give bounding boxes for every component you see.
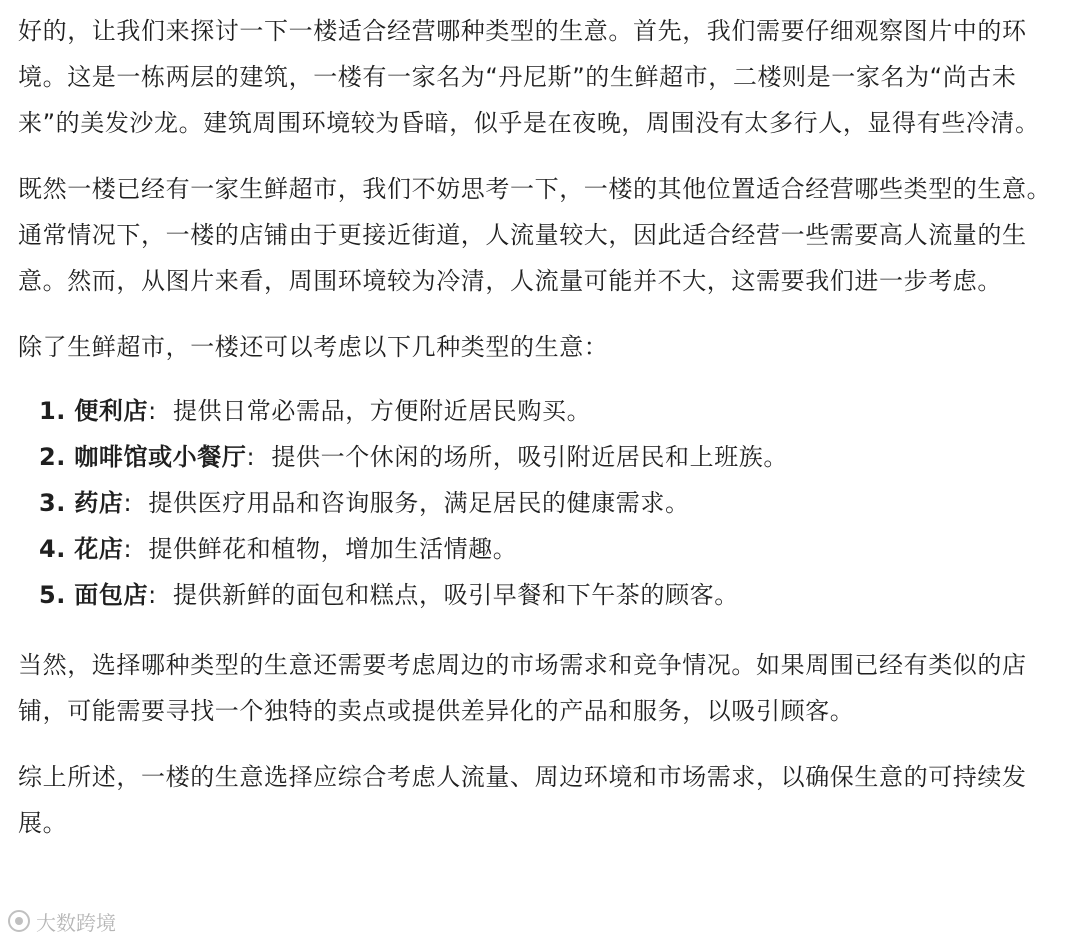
list-item-title: 便利店: [74, 397, 149, 425]
paragraph-analysis: 既然一楼已经有一家生鲜超市，我们不妨思考一下，一楼的其他位置适合经营哪些类型的生意。通常情况下，一楼的店铺由于更接近街道，人流量较大，因此适合经营一些需要高人流量的生意。然而，从图片来看，周围环境较为冷清，人流量可能并不大，这需要我们进一步考虑。: [18, 175, 1052, 295]
watermark: [8, 906, 116, 936]
paragraph-list-intro: 除了生鲜超市，一楼还可以考虑以下几种类型的生意：: [18, 333, 609, 361]
list-item-title: 药店: [74, 489, 124, 517]
list-item-description: 提供日常必需品，方便附近居民购买。: [173, 397, 592, 425]
paragraph-conclusion: 综上所述，一楼的生意选择应综合考虑人流量、周边环境和市场需求，以确保生意的可持续发展。: [18, 763, 1027, 837]
list-item-flower-shop: [39, 526, 1068, 572]
paragraph-considerations: 当然，选择哪种类型的生意还需要考虑周边的市场需求和竞争情况。如果周围已经有类似的店铺，可能需要寻找一个独特的卖点或提供差异化的产品和服务，以吸引顾客。: [18, 651, 1027, 725]
list-item-number: 5.: [39, 581, 67, 609]
paragraph-intro: 好的，让我们来探讨一下一楼适合经营哪种类型的生意。首先，我们需要仔细观察图片中的环境。这是一栋两层的建筑，一楼有一家名为“丹尼斯”的生鲜超市，二楼则是一家名为“尚古未来”的美发沙龙。建筑周围环境较为昏暗，似乎是在夜晚，周围没有太多行人，显得有些冷清。: [18, 17, 1040, 137]
list-item-description: 提供鲜花和植物，增加生活情趣。: [148, 535, 518, 563]
list-item-number: 2.: [39, 443, 67, 471]
list-item-separator: :: [148, 581, 157, 609]
list-item-description: 提供医疗用品和咨询服务，满足居民的健康需求。: [148, 489, 690, 517]
list-item-title: 花店: [74, 535, 124, 563]
list-item-number: 1.: [39, 397, 67, 425]
list-item-number: 4.: [39, 535, 67, 563]
list-item-description: 提供一个休闲的场所，吸引附近居民和上班族。: [271, 443, 788, 471]
list-item-title: 咖啡馆或小餐厅: [74, 443, 247, 471]
list-item-number: 3.: [39, 489, 67, 517]
list-item-separator: :: [123, 535, 133, 563]
list-item-bakery: [39, 572, 1068, 618]
list-item-separator: :: [123, 489, 133, 517]
list-item-description: 提供新鲜的面包和糕点，吸引早餐和下午茶的顾客。: [173, 581, 739, 609]
list-item-separator: :: [148, 397, 157, 425]
business-type-list: [18, 388, 1068, 618]
watermark-logo-icon: [8, 910, 30, 932]
list-item-pharmacy: [39, 480, 1068, 526]
list-item-title: 面包店: [74, 581, 149, 609]
list-item-separator: :: [246, 443, 256, 471]
watermark-text: 大数跨境: [36, 910, 116, 935]
list-item-cafe: [39, 434, 1068, 480]
answer-content: [18, 8, 1068, 866]
list-item-convenience-store: [39, 388, 1068, 434]
